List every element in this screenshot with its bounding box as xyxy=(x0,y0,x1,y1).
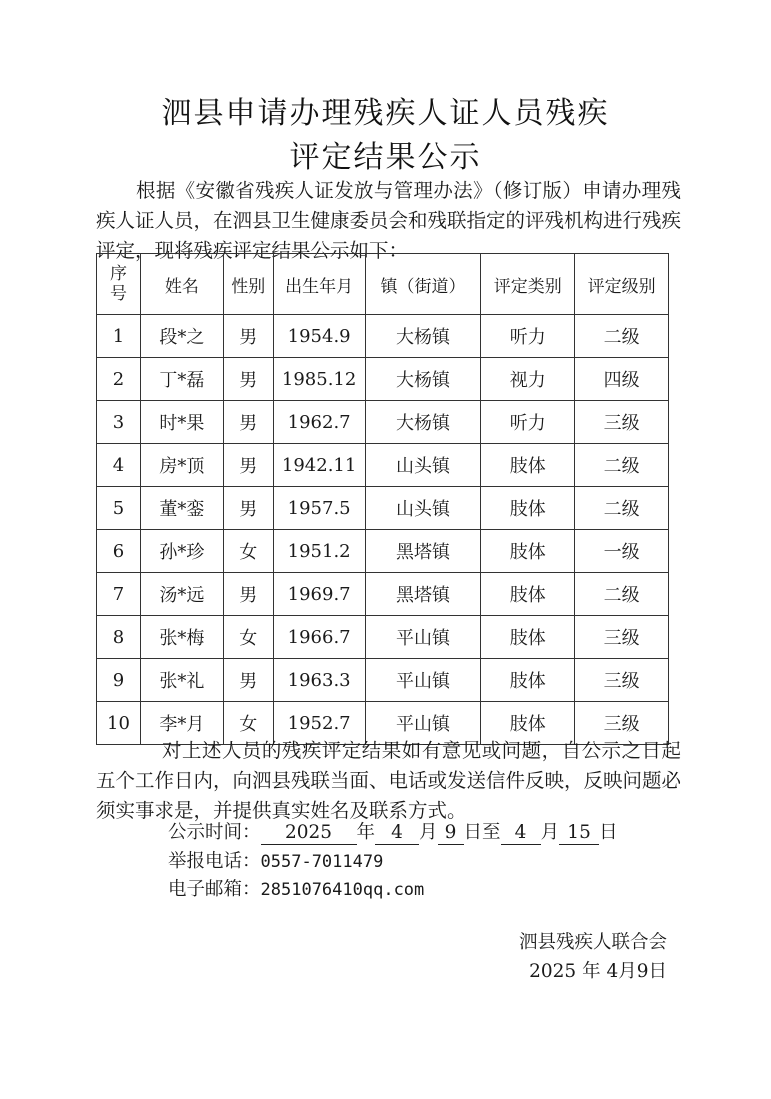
cell-gender: 女 xyxy=(223,616,273,659)
cell-birth: 1942.11 xyxy=(273,444,365,487)
period-day-to: 日至 xyxy=(463,822,501,843)
document-title-line1: 泗县申请办理残疾人证人员残疾 xyxy=(161,96,610,131)
cell-town: 平山镇 xyxy=(365,659,481,702)
cell-category: 肢体 xyxy=(481,444,575,487)
cell-level: 三级 xyxy=(575,659,669,702)
table-row xyxy=(97,487,669,530)
phone-value: 0557-7011479 xyxy=(260,852,384,872)
cell-name: 房*顶 xyxy=(140,444,223,487)
cell-seq: 6 xyxy=(97,530,141,573)
cell-town: 大杨镇 xyxy=(365,358,481,401)
cell-town: 大杨镇 xyxy=(365,401,481,444)
cell-seq: 3 xyxy=(97,401,141,444)
signature-org: 泗县残疾人联合会 xyxy=(518,932,667,953)
header-town: 镇（街道） xyxy=(365,254,481,315)
table-header-row xyxy=(97,254,669,315)
period-end-day: 15 xyxy=(559,822,599,845)
cell-gender: 男 xyxy=(223,659,273,702)
signature-date: 2025 年 4月9日 xyxy=(529,961,667,982)
document-title-line2: 评定结果公示 xyxy=(289,140,482,175)
period-start-month: 4 xyxy=(375,822,419,845)
email-label: 电子邮箱： xyxy=(168,879,261,900)
cell-category: 肢体 xyxy=(481,616,575,659)
table-row xyxy=(97,573,669,616)
objection-paragraph: 对上述人员的残疾评定结果如有意见或问题，自公示之日起五个工作日内，向泗县残联当面、电话或发送信件反映，反映问题必须实事求是，并提供真实姓名及联系方式。 xyxy=(96,739,682,822)
cell-town: 平山镇 xyxy=(365,702,481,745)
header-name: 姓名 xyxy=(140,254,223,315)
cell-birth: 1963.3 xyxy=(273,659,365,702)
table-row xyxy=(97,315,669,358)
table-row xyxy=(97,444,669,487)
cell-level: 四级 xyxy=(575,358,669,401)
cell-seq: 10 xyxy=(97,702,141,745)
cell-seq: 1 xyxy=(97,315,141,358)
cell-level: 三级 xyxy=(575,702,669,745)
cell-birth: 1957.5 xyxy=(273,487,365,530)
cell-category: 听力 xyxy=(481,315,575,358)
period-month-unit-1: 月 xyxy=(419,822,438,843)
header-seq xyxy=(97,254,141,315)
cell-seq: 9 xyxy=(97,659,141,702)
cell-birth: 1962.7 xyxy=(273,401,365,444)
period-day-unit: 日 xyxy=(599,822,618,843)
report-phone xyxy=(168,848,383,876)
cell-category: 肢体 xyxy=(481,530,575,573)
period-start-day: 9 xyxy=(438,822,464,845)
period-label: 公示时间： xyxy=(168,822,261,843)
cell-level: 三级 xyxy=(575,616,669,659)
cell-seq: 7 xyxy=(97,573,141,616)
header-seq-b: 号 xyxy=(109,284,127,304)
cell-gender: 女 xyxy=(223,530,273,573)
table-row xyxy=(97,358,669,401)
header-birth: 出生年月 xyxy=(273,254,365,315)
cell-name: 李*月 xyxy=(140,702,223,745)
cell-town: 山头镇 xyxy=(365,487,481,530)
cell-birth: 1952.7 xyxy=(273,702,365,745)
cell-level: 二级 xyxy=(575,573,669,616)
cell-gender: 男 xyxy=(223,315,273,358)
cell-birth: 1985.12 xyxy=(273,358,365,401)
cell-category: 肢体 xyxy=(481,702,575,745)
intro-paragraph: 根据《安徽省残疾人证发放与管理办法》（修订版）申请办理残疾人证人员，在泗县卫生健康委员会和残联指定的评残机构进行残疾评定，现将残疾评定结果公示如下： xyxy=(96,179,682,262)
email-value: 2851076410qq.com xyxy=(260,880,425,900)
period-year: 2025 xyxy=(261,822,357,845)
cell-level: 二级 xyxy=(575,315,669,358)
table-row xyxy=(97,401,669,444)
cell-birth: 1951.2 xyxy=(273,530,365,573)
cell-name: 张*礼 xyxy=(140,659,223,702)
cell-gender: 男 xyxy=(223,487,273,530)
cell-town: 大杨镇 xyxy=(365,315,481,358)
cell-name: 孙*珍 xyxy=(140,530,223,573)
cell-town: 黑塔镇 xyxy=(365,573,481,616)
header-category: 评定类别 xyxy=(481,254,575,315)
cell-level: 三级 xyxy=(575,401,669,444)
cell-level: 二级 xyxy=(575,487,669,530)
cell-seq: 2 xyxy=(97,358,141,401)
cell-seq: 8 xyxy=(97,616,141,659)
cell-category: 肢体 xyxy=(481,487,575,530)
cell-name: 张*梅 xyxy=(140,616,223,659)
cell-category: 肢体 xyxy=(481,573,575,616)
cell-name: 时*果 xyxy=(140,401,223,444)
cell-name: 段*之 xyxy=(140,315,223,358)
cell-name: 汤*远 xyxy=(140,573,223,616)
cell-birth: 1954.9 xyxy=(273,315,365,358)
cell-gender: 男 xyxy=(223,401,273,444)
cell-level: 一级 xyxy=(575,530,669,573)
report-email xyxy=(168,876,424,904)
cell-town: 平山镇 xyxy=(365,616,481,659)
cell-birth: 1966.7 xyxy=(273,616,365,659)
period-end-month: 4 xyxy=(501,822,541,845)
cell-town: 黑塔镇 xyxy=(365,530,481,573)
cell-gender: 男 xyxy=(223,444,273,487)
header-level: 评定级别 xyxy=(575,254,669,315)
cell-level: 二级 xyxy=(575,444,669,487)
cell-seq: 5 xyxy=(97,487,141,530)
period-year-unit: 年 xyxy=(356,822,376,843)
cell-name: 丁*磊 xyxy=(140,358,223,401)
cell-category: 听力 xyxy=(481,401,575,444)
cell-seq: 4 xyxy=(97,444,141,487)
cell-birth: 1969.7 xyxy=(273,573,365,616)
cell-gender: 男 xyxy=(223,358,273,401)
results-table xyxy=(96,253,669,745)
table-row xyxy=(97,616,669,659)
phone-label: 举报电话： xyxy=(168,851,261,872)
cell-category: 肢体 xyxy=(481,659,575,702)
header-seq-a: 序 xyxy=(109,264,127,284)
cell-name: 董*銮 xyxy=(140,487,223,530)
period-month-unit-2: 月 xyxy=(540,822,560,843)
table-row xyxy=(97,659,669,702)
publicity-period xyxy=(168,819,618,847)
cell-category: 视力 xyxy=(481,358,575,401)
cell-gender: 男 xyxy=(223,573,273,616)
cell-gender: 女 xyxy=(223,702,273,745)
table-row xyxy=(97,530,669,573)
header-gender: 性别 xyxy=(223,254,273,315)
cell-town: 山头镇 xyxy=(365,444,481,487)
